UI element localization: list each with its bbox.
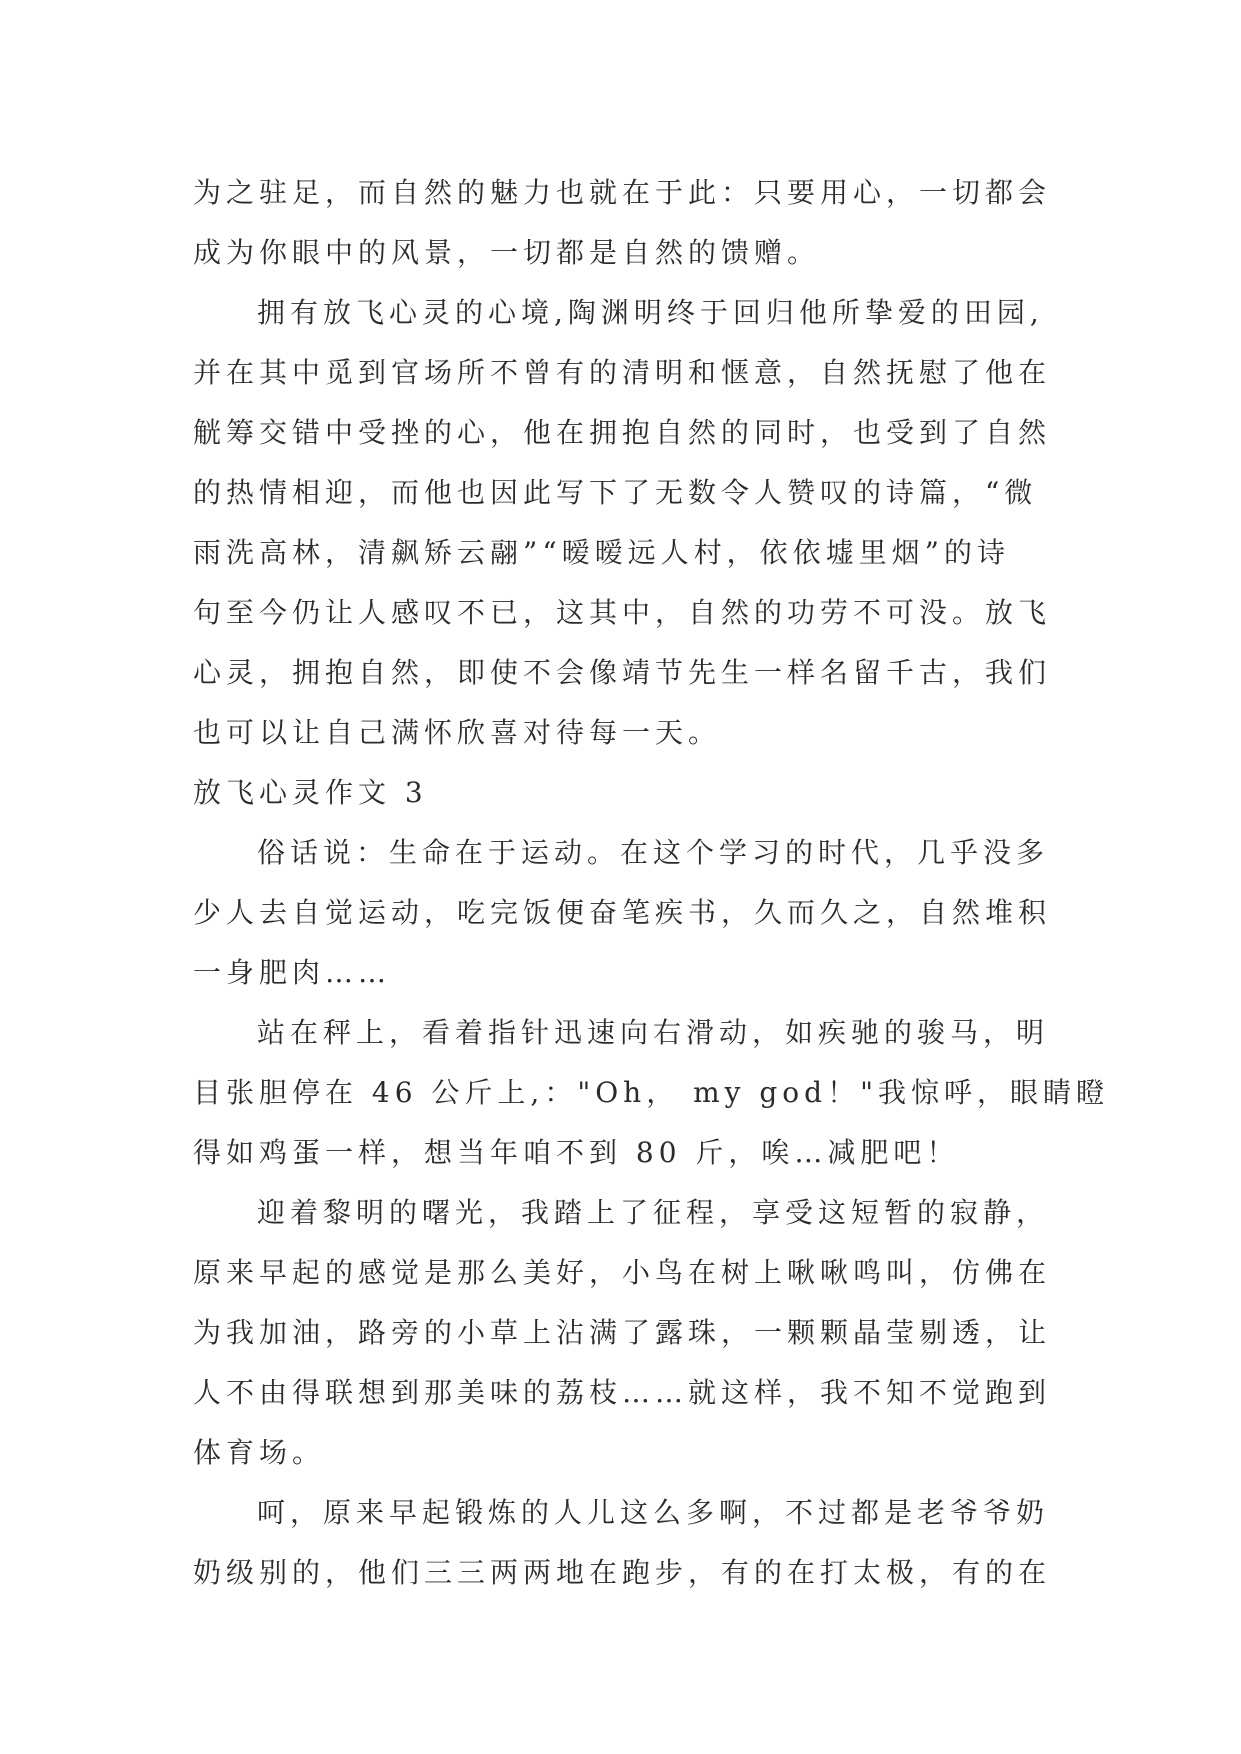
- text-line: 得如鸡蛋一样，想当年咱不到 80 斤，唉…减肥吧！: [193, 1136, 960, 1169]
- essay-body: [193, 163, 1109, 1603]
- section-heading: 放飞心灵作文 3: [193, 776, 428, 809]
- paragraph-start-line: 呵，原来早起锻炼的人儿这么多啊，不过都是老爷爷奶: [257, 1496, 1050, 1529]
- paragraph-start-line: 迎着黎明的曙光，我踏上了征程，享受这短暂的寂静，: [257, 1196, 1050, 1229]
- text-line: 成为你眼中的风景，一切都是自然的馈赠。: [193, 236, 821, 269]
- text-line: 为之驻足，而自然的魅力也就在于此：只要用心，一切都会: [193, 176, 1052, 209]
- text-line: 体育场。: [193, 1436, 326, 1469]
- text-line: 雨洗高林，清飙矫云翮”“暧暧远人村，依依墟里烟”的诗: [193, 536, 1010, 569]
- text-line: 奶级别的，他们三三两两地在跑步，有的在打太极，有的在: [193, 1556, 1052, 1589]
- text-line: 原来早起的感觉是那么美好，小鸟在树上啾啾鸣叫，仿佛在: [193, 1256, 1052, 1289]
- text-line: 句至今仍让人感叹不已，这其中，自然的功劳不可没。放飞: [193, 596, 1052, 629]
- text-line: 一身肥肉……: [193, 956, 392, 989]
- text-line: 为我加油，路旁的小草上沾满了露珠，一颗颗晶莹剔透，让: [193, 1316, 1052, 1349]
- text-line: 觥筹交错中受挫的心，他在拥抱自然的同时，也受到了自然: [193, 416, 1052, 449]
- text-line: 的热情相迎，而他也因此写下了无数令人赞叹的诗篇，“微: [193, 476, 1038, 509]
- paragraph-start-line: 站在秤上，看着指针迅速向右滑动，如疾驰的骏马，明: [257, 1016, 1050, 1049]
- text-line: 目张胆停在 46 公斤上,："Oh， my god！"我惊呼，眼睛瞪: [193, 1076, 1109, 1109]
- paragraph-start-line: 俗话说：生命在于运动。在这个学习的时代，几乎没多: [257, 836, 1050, 869]
- text-line: 少人去自觉运动，吃完饭便奋笔疾书，久而久之，自然堆积: [193, 896, 1052, 929]
- text-line: 人不由得联想到那美味的荔枝……就这样，我不知不觉跑到: [193, 1376, 1052, 1409]
- text-line: 心灵，拥抱自然，即使不会像靖节先生一样名留千古，我们: [193, 656, 1052, 689]
- text-line: 也可以让自己满怀欣喜对待每一天。: [193, 716, 722, 749]
- paragraph-start-line: 拥有放飞心灵的心境,陶渊明终于回归他所挚爱的田园,: [257, 296, 1044, 329]
- text-line: 并在其中觅到官场所不曾有的清明和惬意，自然抚慰了他在: [193, 356, 1052, 389]
